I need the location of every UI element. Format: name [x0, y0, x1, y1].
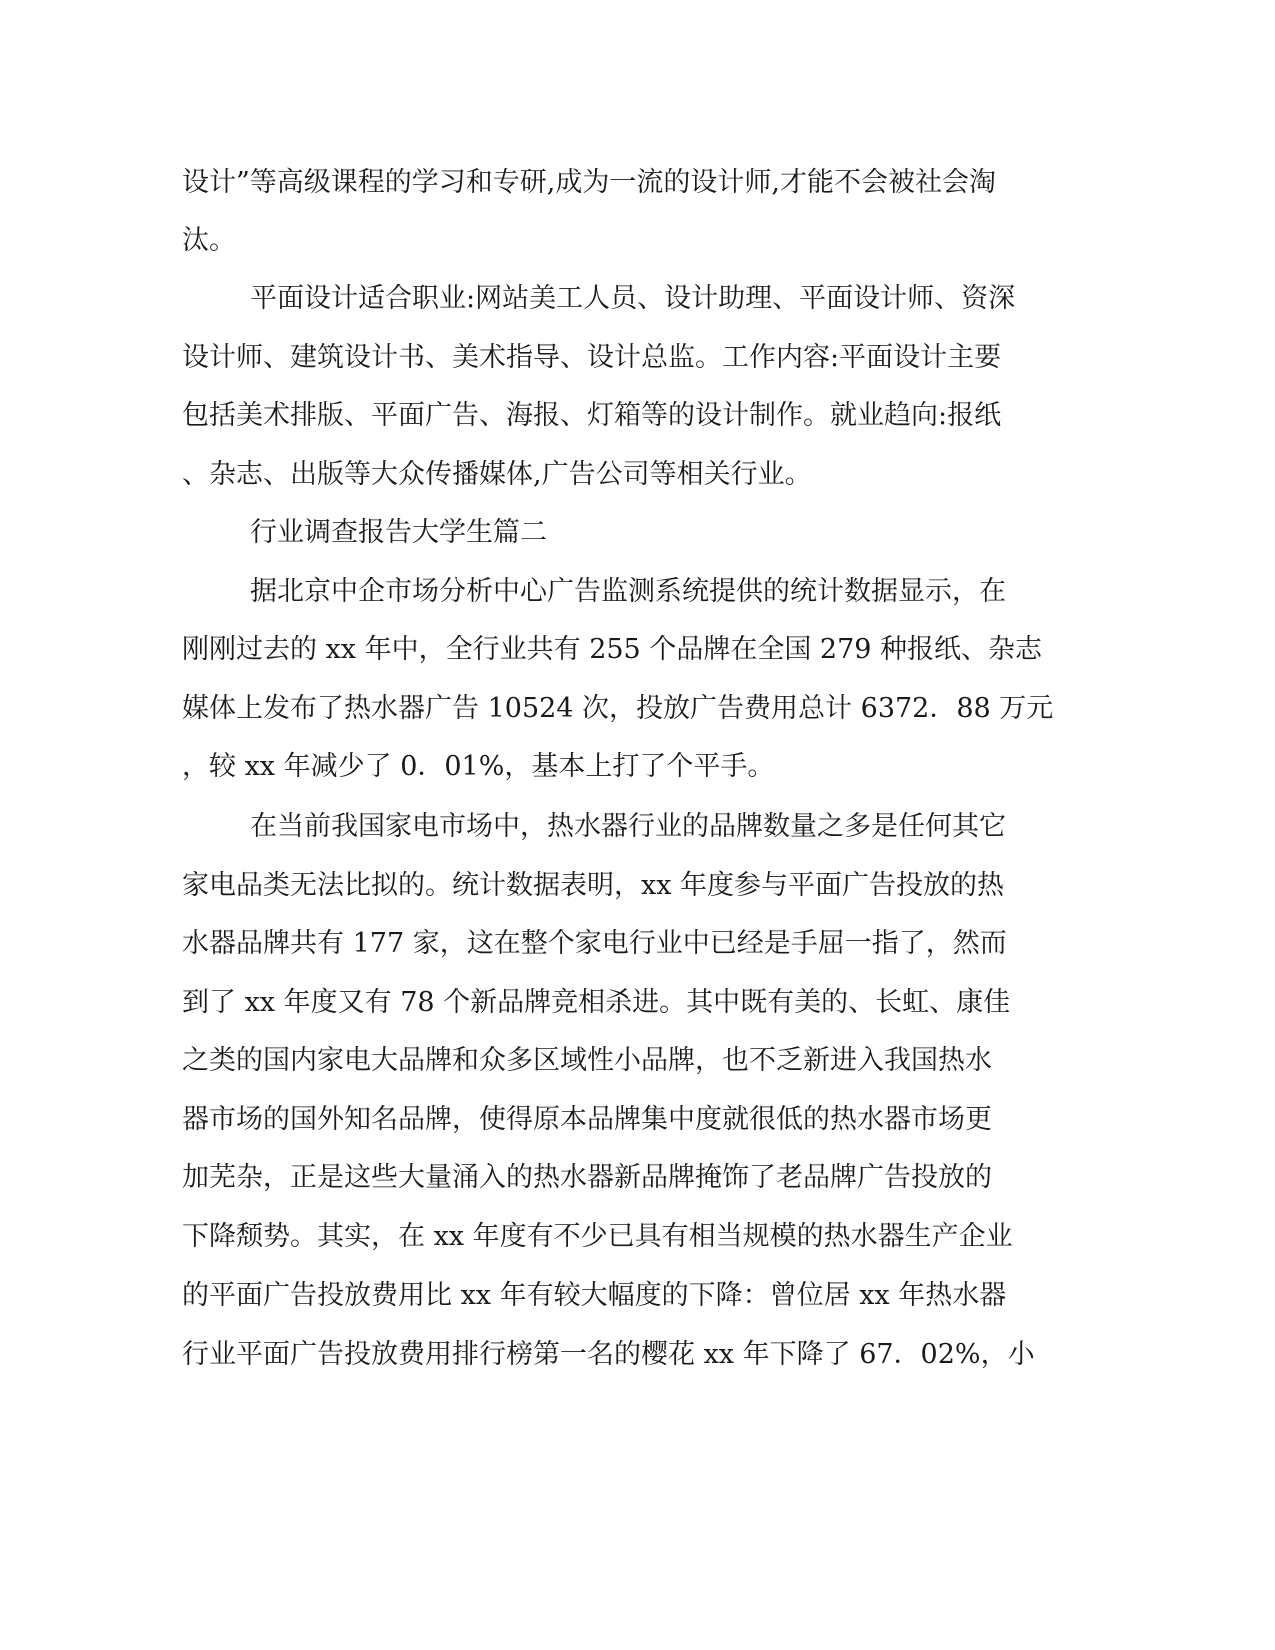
- text-line: 器市场的国外知名品牌，使得原本品牌集中度就很低的热水器市场更: [182, 1104, 992, 1135]
- paragraph-first-line: 据北京中企市场分析中心广告监测系统提供的统计数据显示，在: [250, 576, 1006, 607]
- text-line: 家电品类无法比拟的。统计数据表明，xx 年度参与平面广告投放的热: [182, 870, 1005, 901]
- text-line: 水器品牌共有 177 家，这在整个家电行业中已经是手屈一指了，然而: [182, 928, 1007, 959]
- paragraph-first-line: 平面设计适合职业:网站美工人员、设计助理、平面设计师、资深: [250, 283, 1016, 314]
- text-line: 设计”等高级课程的学习和专研,成为一流的设计师,才能不会被社会淘: [182, 167, 996, 198]
- text-line: 的平面广告投放费用比 xx 年有较大幅度的下降：曾位居 xx 年热水器: [182, 1280, 1007, 1311]
- text-line: 媒体上发布了热水器广告 10524 次，投放广告费用总计 6372．88 万元: [182, 693, 1054, 724]
- text-line: 设计师、建筑设计书、美术指导、设计总监。工作内容:平面设计主要: [182, 342, 1002, 373]
- text-line: 、杂志、出版等大众传播媒体,广告公司等相关行业。: [182, 459, 812, 490]
- text-line: 之类的国内家电大品牌和众多区域性小品牌，也不乏新进入我国热水: [182, 1045, 992, 1076]
- section-heading: 行业调查报告大学生篇二: [250, 517, 547, 548]
- text-line: ，较 xx 年减少了 0．01%，基本上打了个平手。: [182, 751, 775, 782]
- text-line: 到了 xx 年度又有 78 个新品牌竞相杀进。其中既有美的、长虹、康佳: [182, 987, 1011, 1018]
- text-line: 加芜杂，正是这些大量涌入的热水器新品牌掩饰了老品牌广告投放的: [182, 1162, 992, 1193]
- text-line: 行业平面广告投放费用排行榜第一名的樱花 xx 年下降了 67．02%，小: [182, 1339, 1035, 1370]
- paragraph-first-line: 在当前我国家电市场中，热水器行业的品牌数量之多是任何其它: [250, 811, 1006, 842]
- text-line: 下降颓势。其实，在 xx 年度有不少已具有相当规模的热水器生产企业: [182, 1221, 1013, 1252]
- text-line: 包括美术排版、平面广告、海报、灯箱等的设计制作。就业趋向:报纸: [182, 400, 1002, 431]
- text-line: 汰。: [182, 225, 236, 256]
- text-line: 刚刚过去的 xx 年中，全行业共有 255 个品牌在全国 279 种报纸、杂志: [182, 634, 1043, 665]
